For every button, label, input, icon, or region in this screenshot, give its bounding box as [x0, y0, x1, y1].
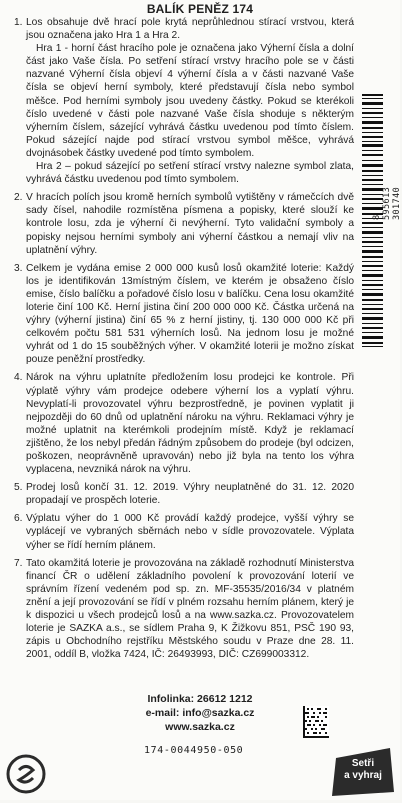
rule-item	[14, 557, 354, 662]
rule-text	[26, 16, 354, 186]
rule-paragraph: Hra 2 – pokud sázející po setření stírací vrstvy nalezne symbol zlata, vyhrává částku uvedenou pod tímto symbolem.	[26, 161, 354, 186]
rule-number: 6.	[14, 513, 23, 525]
rule-text	[26, 191, 354, 256]
rule-paragraph: Tato okamžitá loterie je provozována na základě rozhodnutí Ministerstva financí ČR o udělení základního povolení k provozování loterií ve správním řízení vedeném pod sp. zn. MF-35535/2016/34 v platném znění a její provozování se řídí v plném rozsahu herním plánem, který je k dispozici u všech prodejců losů a na www.sazka.cz. Provozovatelem loterie je SAZKA a.s., se sídlem Praha 9, K Žižkovu 851, PSČ 190 93, zápis u Obchodního rejstříku Městského soudu v Praze dne 28. 11. 2001, oddíl B, vložka 7424, IČ: 26493993, DIČ: CZ699003312.	[26, 557, 354, 661]
infoline-text: Infolinka: 26612 1212	[147, 693, 253, 705]
rule-number: 3.	[14, 262, 23, 274]
rule-paragraph: V hracích polích jsou kromě herních symbolů vytištěny v rámečcích dvě sady čísel, nahodile rozmístěna písmena a popisky, které slouží ke kontrole losu, zda je výherní či nevýherní. Tyto validační symboly a popisky nejsou herními symboly ani výherní částkou a nemají vliv na uplatnění výhry.	[26, 192, 354, 256]
rule-text	[26, 557, 354, 662]
rule-text	[26, 262, 354, 367]
rule-number: 7.	[14, 557, 23, 569]
ticket-serial-number: 174-0044950-050	[144, 745, 244, 756]
rule-paragraph: Prodej losů končí 31. 12. 2019. Výhry neuplatněné do 31. 12. 2020 propadají ve prospěch loterie.	[26, 482, 354, 507]
rule-text	[26, 481, 354, 507]
rule-number: 5.	[14, 482, 23, 494]
sazka-logo-icon	[6, 754, 46, 794]
datamatrix-code	[303, 706, 329, 738]
barcode-vertical	[361, 90, 385, 350]
rule-text	[26, 512, 354, 551]
rule-number: 2.	[14, 192, 23, 204]
rule-text	[26, 371, 354, 476]
scratch-and-win-badge	[330, 744, 396, 798]
rule-paragraph: Los obsahuje dvě hrací pole krytá neprůhlednou stírací vrstvou, která jsou označena jako Hra 1 a Hra 2.	[26, 17, 354, 42]
ticket-title: BALÍK PENĚZ 174	[146, 2, 254, 16]
rule-paragraph: Celkem je vydána emise 2 000 000 kusů losů okamžité loterie: Každý los je identifikován 13místným číslem, ve kterém je obsaženo číslo emise, číslo balíčku a pořadové číslo losu v balíčku. Cena losu okamžité loterie činí 100 Kč. Herní jistina činí 200 000 000 Kč. Částka určená na výhry (výherní jistina) činí 65 % z herní jistiny, tj. 130 000 000 Kč při celkovém počtu 581 531 výherních losů. Na jednom losu je možné vyhrát od 1 do 15 souběžných výher. V okamžité loterii je možno získat pouze peněžní prostředky.	[26, 262, 354, 366]
rule-item	[14, 262, 354, 367]
rule-paragraph: Hra 1 - horní část hracího pole je označena jako Výherní čísla a dolní část jako Vaše čísla. Po setření stírací vrstvy hracího pole se v části nazvané Výherní čísla objeví 4 výherní čísla a v části nazvané Vaše čísla se objeví herní symboly, které představují čísla nebo symbol měšce. Pod herními symboly jsou uvedeny částky. Pokud se kterékoli číslo uvedené v části pole nazvané Vaše čísla shoduje s některým výherním číslem, sázející vyhrává částku uvedenou pod tímto číslem. Pokud sázející najde pod stírací vrstvou symbol měšce, vyhrává dvojnásobek částky uvedené pod tímto symbolem.	[26, 43, 354, 159]
badge-line2: a vyhraj	[344, 770, 382, 781]
contact-block	[0, 692, 400, 734]
badge-line1: Setři	[351, 758, 375, 769]
email-text: e-mail: info@sazka.cz	[145, 707, 255, 719]
rule-item	[14, 371, 354, 476]
rule-item	[14, 481, 354, 507]
rule-paragraph: Nárok na výhru uplatníte předložením losu prodejci ke kontrole. Při výplatě výhry vám prodejce odebere výherní los a vyplatí výhru. Nevyplatí-li provozovatel výhru bezprostředně, je povinen vyplatit ji nejpozději do 60 dnů od uplatnění nároku na výhru. Reklamaci výhry je možné uplatnit na kterémkoli prodejním místě. Když je reklamací zjištěno, že los nebyl předán řádným způsobem do prodeje (byl odcizen, poškozen, neoprávněně upravován) nebo již byla na tento los výhra vyplacena, nevzniká nárok na výhru.	[26, 372, 354, 476]
rule-item	[14, 191, 354, 256]
barcode-number: 8 595613 301740	[372, 186, 402, 220]
rules-text	[14, 16, 354, 666]
website-text: www.sazka.cz	[165, 721, 235, 733]
rule-item	[14, 16, 354, 186]
rule-number: 1.	[14, 17, 23, 28]
rule-paragraph: Výplatu výher do 1 000 Kč provádí každý prodejce, vyšší výhry se vyplácejí ve vybraných sběrnách nebo v sídle provozovatele. Výplata výher se řídí herním plánem.	[26, 513, 354, 551]
rule-number: 4.	[14, 372, 23, 384]
rule-item	[14, 512, 354, 551]
